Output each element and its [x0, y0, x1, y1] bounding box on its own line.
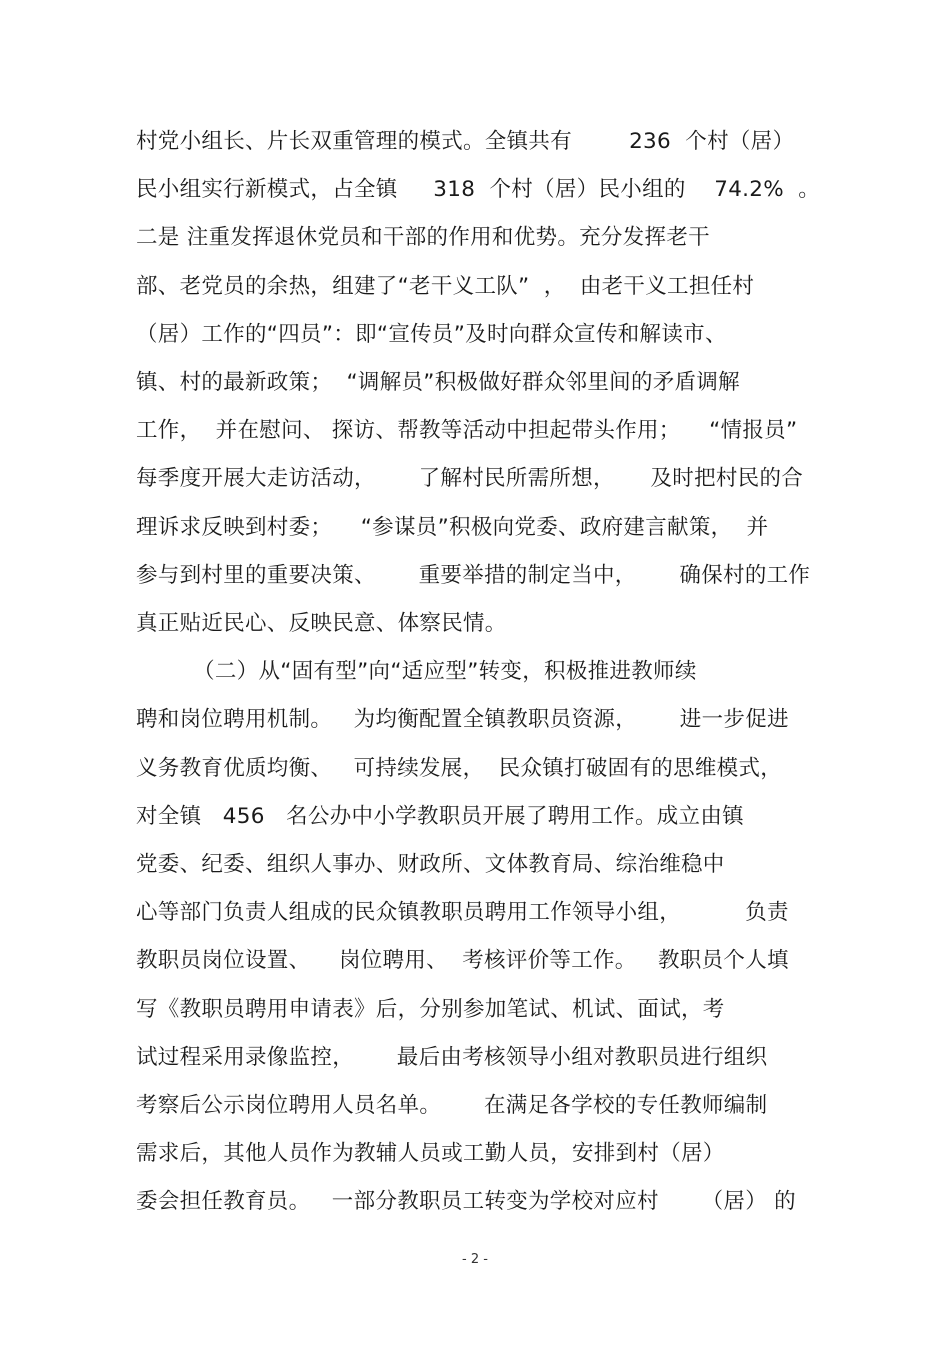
text-line: 镇、村的最新政策； “调解员”积极做好群众邻里间的矛盾调解 [136, 370, 740, 395]
text-line: 需求后，其他人员作为教辅人员或工勤人员，安排到村（居） [136, 1141, 725, 1167]
text-line: 每季度开展大走访活动， 了解村民所需所想， 及时把村民的合 [136, 466, 804, 492]
text-line: 义务教育优质均衡、 可持续发展， 民众镇打破固有的思维模式， [136, 755, 783, 781]
text-line: 试过程采用录像监控， 最后由考核领导小组对教职员进行组织 [136, 1044, 768, 1070]
text-line: 党委、纪委、组织人事办、财政所、文体教育局、综治维稳中 [136, 852, 725, 877]
text-line: 真正贴近民心、反映民意、体察民情。 [136, 611, 507, 636]
text-line: 参与到村里的重要决策、 重要举措的制定当中， 确保村的工作 [136, 562, 811, 588]
text-line: 心等部门负责人组成的民众镇教职员聘用工作领导小组， 负责 [136, 900, 789, 926]
text-line: 部、老党员的余热，组建了“老干义工队” ， 由老干义工担任村 [136, 273, 755, 299]
text-line: 理诉求反映到村委； “参谋员”积极向党委、政府建言献策， 并 [136, 514, 769, 540]
text-line: 村党小组长、片长双重管理的模式。全镇共有 236 个村（居） [136, 129, 795, 154]
text-line: 聘和岗位聘用机制。 为均衡配置全镇教职员资源， 进一步促进 [136, 707, 789, 733]
text-line: 二是 注重发挥退休党员和干部的作用和优势。充分发挥老干 [136, 225, 710, 251]
text-line: （居）工作的“四员”：即“宣传员”及时向群众宣传和解读市、 [136, 321, 727, 347]
text-line: 教职员岗位设置、 岗位聘用、 考核评价等工作。 教职员个人填 [136, 948, 789, 974]
text-line: 考察后公示岗位聘用人员名单。 在满足各学校的专任教师编制 [136, 1093, 768, 1118]
page-number: - 2 - [462, 1252, 488, 1267]
text-line: 民小组实行新模式，占全镇 318 个村（居）民小组的 74.2% 。 [136, 177, 821, 203]
text-line: 工作， 并在慰问、 探访、帮教等活动中担起带头作用； “情报员” [136, 418, 798, 444]
text-line: 委会担任教育员。 一部分教职员工转变为学校对应村 （居） 的 [136, 1189, 796, 1215]
text-line: （二）从“固有型”向“适应型”转变，积极推进教师续 [136, 659, 697, 685]
text-line: 对全镇 456 名公办中小学教职员开展了聘用工作。成立由镇 [136, 803, 744, 829]
text-line: 写《教职员聘用申请表》后，分别参加笔试、机试、面试，考 [136, 996, 725, 1022]
